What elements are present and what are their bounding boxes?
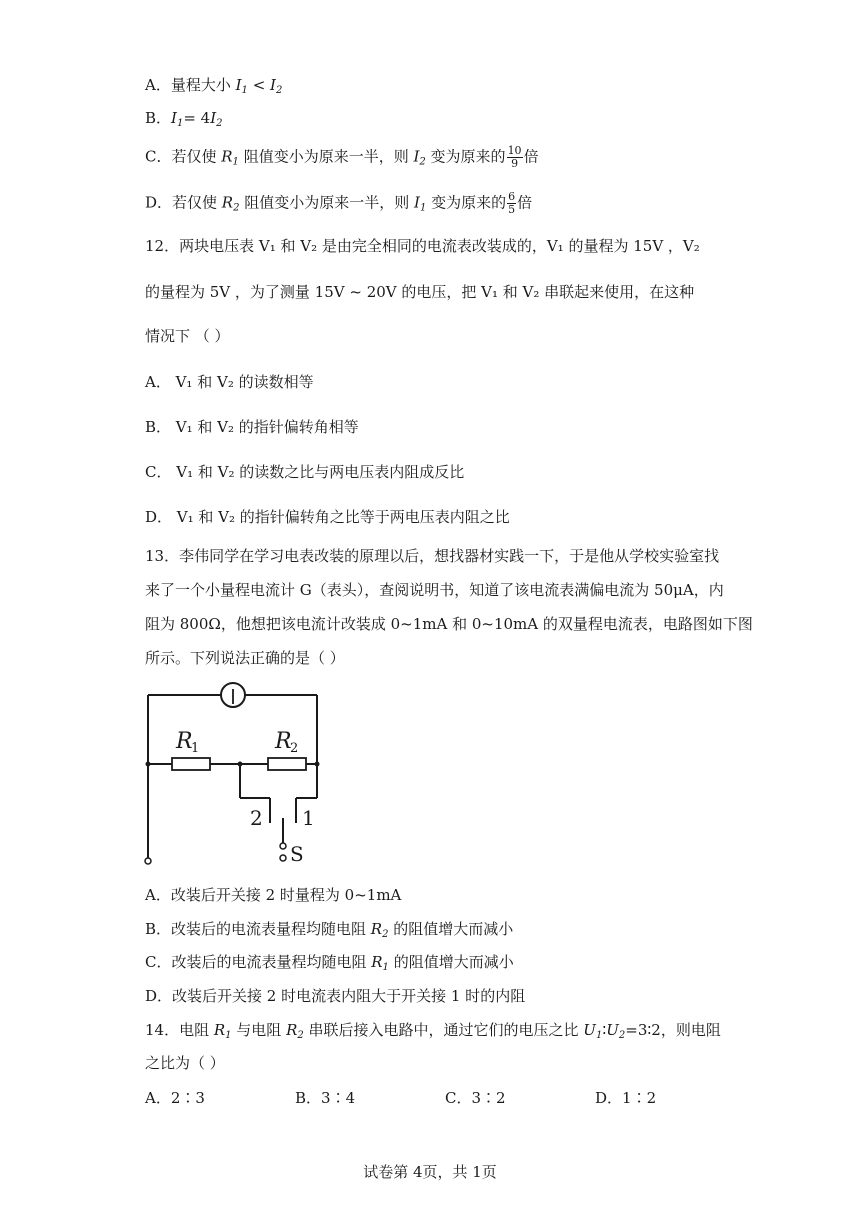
q14-stem-line1: 14．电阻 $R_1$ 与电阻 $R_2$ 串联后接入电路中，通过它们的电压之比 $U_1∶U_2=3∶2$，则电阻: [145, 1021, 721, 1041]
switch-label: S: [290, 842, 304, 866]
q12-option-c[interactable]: C． V₁ 和 V₂ 的读数之比与两电压表内阻成反比: [145, 463, 465, 481]
q12-option-d[interactable]: D． V₁ 和 V₂ 的指针偏转角之比等于两电压表内阻之比: [145, 508, 510, 526]
r2-label: R: [275, 729, 292, 754]
q14-option-d[interactable]: D．1∶2: [595, 1089, 657, 1107]
q11-option-a[interactable]: A．量程大小 $I_1 < I_2$: [145, 76, 283, 96]
terminal-2-label: 2: [250, 806, 263, 830]
q13-option-d[interactable]: D．改装后开关接 2 时电流表内阻大于开关接 1 时的内阻: [145, 987, 526, 1005]
switch-terminal: [280, 855, 286, 861]
q11-option-d[interactable]: D．若仅使 $R_2$ 阻值变小为原来一半，则 $I_1$ 变为原来的 $\frac{6}{5}$ 倍: [145, 190, 533, 216]
q11-option-c[interactable]: C．若仅使 $R_1$ 阻值变小为原来一半，则 $I_2$ 变为原来的 $\frac{10}{9}$ 倍: [145, 144, 539, 170]
q12-stem-line2: 的量程为 5V ，为了测量 15V ~ 20V 的电压，把 V₁ 和 V₂ 串联起来使用，在这种: [145, 283, 695, 301]
r1-label: R: [176, 729, 193, 754]
fraction: $\frac{10}{9}$: [507, 144, 522, 170]
fraction: $\frac{6}{5}$: [508, 190, 516, 216]
terminal-left: [145, 858, 151, 864]
resistor-r1: [172, 758, 210, 770]
terminal-1-label: 1: [302, 806, 315, 830]
q14-option-a[interactable]: A．2∶3: [145, 1089, 205, 1107]
q12-option-b[interactable]: B． V₁ 和 V₂ 的指针偏转角相等: [145, 418, 359, 436]
q13-stem-line2: 来了一个小量程电流计 G（表头），查阅说明书，知道了该电流表满偏电流为 50μA，内: [145, 581, 724, 599]
r2-subscript: 2: [290, 741, 299, 756]
q13-stem-line4: 所示。下列说法正确的是（ ）: [145, 649, 345, 667]
q12-stem-line3: 情况下 （ ）: [145, 327, 230, 345]
q13-option-c[interactable]: C．改装后的电流表量程均随电阻 $R_1$ 的阻值增大而减小: [145, 953, 514, 973]
switch-pivot: [280, 843, 286, 849]
q12-option-a[interactable]: A． V₁ 和 V₂ 的读数相等: [145, 373, 314, 391]
page-footer: 试卷第 4页，共 1页: [363, 1163, 497, 1181]
circuit-diagram: [140, 678, 340, 868]
q14-stem-line2: 之比为（ ）: [145, 1054, 225, 1072]
q13-stem-line3: 阻为 800Ω，他想把该电流计改装成 0~1mA 和 0~10mA 的双量程电流表，电路图如下图: [145, 615, 753, 633]
q14-option-c[interactable]: C．3∶2: [445, 1089, 506, 1107]
q14-option-b[interactable]: B．3∶4: [295, 1089, 356, 1107]
q11-option-b[interactable]: B．$I_1= 4I_2$: [145, 109, 223, 129]
q13-stem-line1: 13．李伟同学在学习电表改装的原理以后，想找器材实践一下，于是他从学校实验室找: [145, 547, 720, 565]
r1-subscript: 1: [191, 741, 200, 756]
resistor-r2: [268, 758, 306, 770]
q12-stem-line1: 12．两块电压表 V₁ 和 V₂ 是由完全相同的电流表改装成的，V₁ 的量程为 15V ，V₂: [145, 237, 700, 255]
q13-option-b[interactable]: B．改装后的电流表量程均随电阻 $R_2$ 的阻值增大而减小: [145, 920, 514, 940]
q13-option-a[interactable]: A．改装后开关接 2 时量程为 0~1mA: [145, 886, 402, 904]
